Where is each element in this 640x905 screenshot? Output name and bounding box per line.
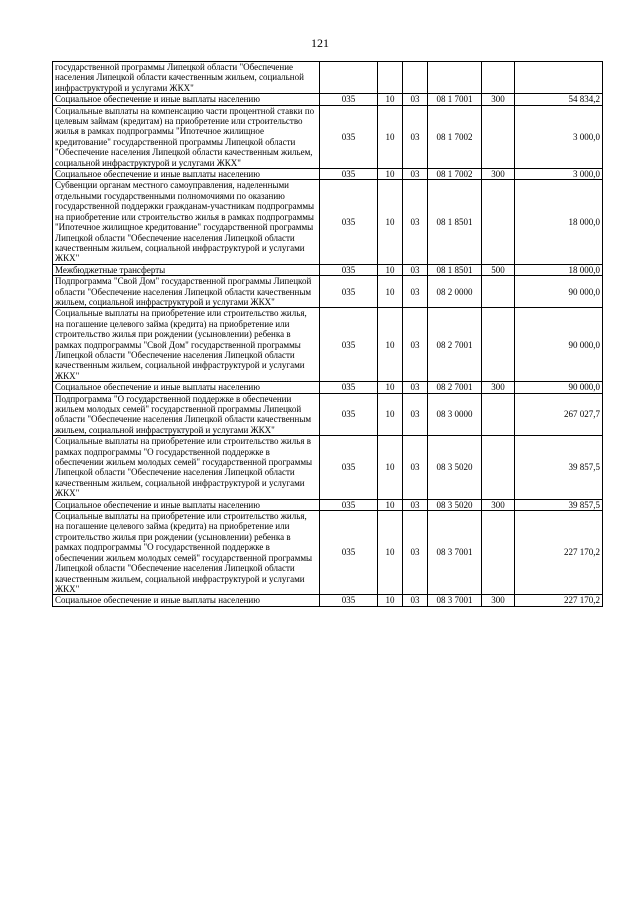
subsection-code-cell: 03	[403, 264, 428, 275]
amount-cell: 90 000,0	[515, 382, 603, 393]
expense-name-cell: Социальное обеспечение и иные выплаты населению	[53, 499, 320, 510]
subsection-code-cell: 03	[403, 511, 428, 595]
target-article-cell: 08 3 7001	[428, 595, 482, 606]
target-article-cell: 08 3 5020	[428, 436, 482, 499]
target-article-cell: 08 3 7001	[428, 511, 482, 595]
expense-type-cell	[482, 105, 515, 168]
table-row	[53, 436, 603, 499]
expense-type-cell: 300	[482, 382, 515, 393]
expense-name-cell: Социальное обеспечение и иные выплаты населению	[53, 169, 320, 180]
amount-cell: 90 000,0	[515, 276, 603, 308]
table-row	[53, 62, 603, 94]
table-row	[53, 595, 603, 606]
expense-name-cell: Социальные выплаты на приобретение или строительство жилья, на погашение целевого займа (кредита) на приобретение или строительство жилья при рождении (усыновлении) ребенка в рамках подпрограммы "Свой Дом" государственной программы Липецкой области "Обеспечение населения Липецкой области качественным жильем, социальной инфраструктурой и услугами ЖКХ"	[53, 308, 320, 382]
expense-type-cell: 300	[482, 595, 515, 606]
table-row	[53, 180, 603, 264]
amount-cell: 54 834,2	[515, 94, 603, 105]
table-row	[53, 276, 603, 308]
expense-type-cell	[482, 62, 515, 94]
subsection-code-cell: 03	[403, 169, 428, 180]
section-code-cell	[378, 62, 403, 94]
section-code-cell: 10	[378, 105, 403, 168]
section-code-cell: 10	[378, 94, 403, 105]
subsection-code-cell: 03	[403, 436, 428, 499]
expense-name-cell: Социальное обеспечение и иные выплаты населению	[53, 595, 320, 606]
section-code-cell: 10	[378, 499, 403, 510]
target-article-cell: 08 1 7002	[428, 169, 482, 180]
table-row	[53, 393, 603, 436]
subsection-code-cell: 03	[403, 499, 428, 510]
amount-cell: 39 857,5	[515, 499, 603, 510]
expense-name-cell: Социальное обеспечение и иные выплаты населению	[53, 382, 320, 393]
expense-type-cell	[482, 308, 515, 382]
section-code-cell: 10	[378, 595, 403, 606]
subsection-code-cell: 03	[403, 180, 428, 264]
expense-name-cell: Субвенции органам местного самоуправления, наделенными отдельными государственными полномочиями по оказанию государственной поддержки гражданам-участникам подпрограммы на приобретение или строительство жилья в рамках подпрограммы "Ипотечное жилищное кредитование" государственной программы Липецкой области "Обеспечение населения Липецкой области качественным жильем, социальной инфраструктурой и услугами ЖКХ"	[53, 180, 320, 264]
admin-code-cell: 035	[320, 308, 378, 382]
section-code-cell: 10	[378, 382, 403, 393]
section-code-cell: 10	[378, 169, 403, 180]
amount-cell: 18 000,0	[515, 264, 603, 275]
section-code-cell: 10	[378, 308, 403, 382]
admin-code-cell: 035	[320, 436, 378, 499]
section-code-cell: 10	[378, 511, 403, 595]
target-article-cell: 08 1 8501	[428, 180, 482, 264]
amount-cell	[515, 62, 603, 94]
expense-type-cell: 300	[482, 499, 515, 510]
admin-code-cell: 035	[320, 94, 378, 105]
amount-cell: 18 000,0	[515, 180, 603, 264]
expense-type-cell: 300	[482, 94, 515, 105]
admin-code-cell: 035	[320, 276, 378, 308]
expense-type-cell	[482, 511, 515, 595]
target-article-cell: 08 3 5020	[428, 499, 482, 510]
target-article-cell: 08 1 7002	[428, 105, 482, 168]
subsection-code-cell: 03	[403, 94, 428, 105]
table-row	[53, 308, 603, 382]
subsection-code-cell: 03	[403, 382, 428, 393]
target-article-cell: 08 2 0000	[428, 276, 482, 308]
subsection-code-cell	[403, 62, 428, 94]
expense-name-cell: Подпрограмма "Свой Дом" государственной программы Липецкой области "Обеспечение населения Липецкой области качественным жильем, социальной инфраструктурой и услугами ЖКХ"	[53, 276, 320, 308]
expense-type-cell	[482, 276, 515, 308]
page-number: 121	[311, 36, 329, 50]
target-article-cell: 08 2 7001	[428, 308, 482, 382]
admin-code-cell: 035	[320, 595, 378, 606]
expense-type-cell	[482, 180, 515, 264]
section-code-cell: 10	[378, 276, 403, 308]
section-code-cell: 10	[378, 436, 403, 499]
admin-code-cell: 035	[320, 382, 378, 393]
table-body	[53, 62, 603, 607]
amount-cell: 227 170,2	[515, 595, 603, 606]
table-row	[53, 105, 603, 168]
subsection-code-cell: 03	[403, 276, 428, 308]
target-article-cell: 08 1 8501	[428, 264, 482, 275]
admin-code-cell: 035	[320, 180, 378, 264]
admin-code-cell: 035	[320, 499, 378, 510]
subsection-code-cell: 03	[403, 595, 428, 606]
amount-cell: 227 170,2	[515, 511, 603, 595]
expense-name-cell: Подпрограмма "О государственной поддержке в обеспечении жильем молодых семей" государственной программы Липецкой области "Обеспечение населения Липецкой области качественным жильем, социальной инфраструктурой и услугами ЖКХ"	[53, 393, 320, 436]
subsection-code-cell: 03	[403, 308, 428, 382]
admin-code-cell: 035	[320, 511, 378, 595]
amount-cell: 267 027,7	[515, 393, 603, 436]
amount-cell: 3 000,0	[515, 169, 603, 180]
amount-cell: 3 000,0	[515, 105, 603, 168]
subsection-code-cell: 03	[403, 393, 428, 436]
section-code-cell: 10	[378, 264, 403, 275]
admin-code-cell: 035	[320, 393, 378, 436]
expense-type-cell: 500	[482, 264, 515, 275]
budget-table	[52, 61, 603, 607]
subsection-code-cell: 03	[403, 105, 428, 168]
target-article-cell: 08 1 7001	[428, 94, 482, 105]
expense-name-cell: Социальное обеспечение и иные выплаты населению	[53, 94, 320, 105]
admin-code-cell: 035	[320, 105, 378, 168]
expense-type-cell	[482, 393, 515, 436]
table-row	[53, 499, 603, 510]
admin-code-cell: 035	[320, 264, 378, 275]
expense-name-cell: Социальные выплаты на приобретение или строительство жилья в рамках подпрограммы "О государственной поддержке в обеспечении жильем молодых семей" государственной программы Липецкой области "Обеспечение населения Липецкой области качественным жильем, социальной инфраструктурой и услугами ЖКХ"	[53, 436, 320, 499]
admin-code-cell	[320, 62, 378, 94]
table-row	[53, 169, 603, 180]
expense-type-cell: 300	[482, 169, 515, 180]
target-article-cell	[428, 62, 482, 94]
target-article-cell: 08 2 7001	[428, 382, 482, 393]
section-code-cell: 10	[378, 393, 403, 436]
table-row	[53, 382, 603, 393]
target-article-cell: 08 3 0000	[428, 393, 482, 436]
expense-name-cell: Межбюджетные трансферты	[53, 264, 320, 275]
expense-type-cell	[482, 436, 515, 499]
table-row	[53, 511, 603, 595]
section-code-cell: 10	[378, 180, 403, 264]
amount-cell: 39 857,5	[515, 436, 603, 499]
expense-name-cell: Социальные выплаты на приобретение или строительство жилья, на погашение целевого займа (кредита) на приобретение или строительство жилья при рождении (усыновлении) ребенка в рамках подпрограммы "О государственной поддержке в обеспечении жильем молодых семей" государственной программы Липецкой области "Обеспечение населения Липецкой области качественным жильем, социальной инфраструктурой и услугами ЖКХ"	[53, 511, 320, 595]
table-row	[53, 94, 603, 105]
admin-code-cell: 035	[320, 169, 378, 180]
expense-name-cell: Социальные выплаты на компенсацию части процентной ставки по целевым займам (кредитам) на приобретение или строительство жилья в рамках подпрограммы "Ипотечное жилищное кредитование" государственной программы Липецкой области "Обеспечение населения Липецкой области качественным жильем, социальной инфраструктурой и услугами ЖКХ"	[53, 105, 320, 168]
expense-name-cell: государственной программы Липецкой области "Обеспечение населения Липецкой области качественным жильем, социальной инфраструктурой и услугами ЖКХ"	[53, 62, 320, 94]
table-row	[53, 264, 603, 275]
amount-cell: 90 000,0	[515, 308, 603, 382]
